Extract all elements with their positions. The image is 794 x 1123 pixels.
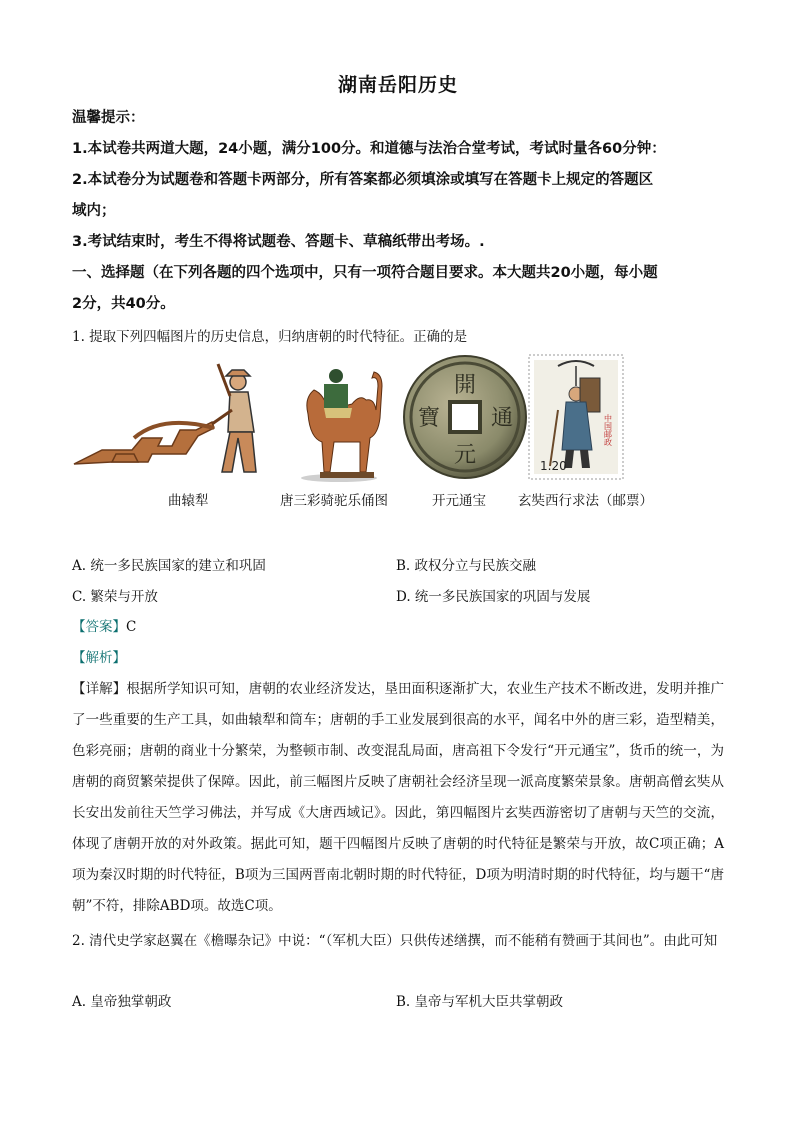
caption-kaiyuan-tongbao: 开元通宝 [432,493,486,509]
coin-char-bottom: 元 [453,443,477,468]
analysis-label: 【解析】 [72,650,126,666]
q1-answer [72,612,136,643]
q1-option-c: C. 繁荣与开放 [72,589,158,605]
answer-label: 【答案】 [72,619,126,635]
q2-option-b: B. 皇帝与军机大臣共掌朝政 [396,994,564,1010]
q1-detail-paragraph: 【详解】根据所学知识可知，唐朝的农业经济发达，垦田面积逐渐扩大，农业生产技术不断改进，发明并推广了一些重要的生产工具，如曲辕犁和筒车；唐朝的手工业发展到很高的水平，闻名中外的唐三彩，造型精美，色彩亮丽；唐朝的商业十分繁荣，为整顿市制、改变混乱局面，唐高祖下令发行“开元通宝”，货币的统一，为唐朝的商贸繁荣提供了保障。因此，前三幅图片反映了唐朝社会经济呈现一派高度繁荣景象。唐朝高僧玄奘从长安出发前往天竺学习佛法，并写成《大唐西域记》。因此，第四幅图片玄奘西游密切了唐朝与天竺的交流，体现了唐朝开放的对外政策。据此可知，题干四幅图片反映了唐朝的时代特征是繁荣与开放，故C项正确；A项为秦汉时期的时代特征，B项为三国两晋南北朝时期的时代特征，D项为明清时期的时代特征，均与题干“唐朝”不符，排除ABD项。故选C项。 [72,681,724,914]
question-1-images [72,354,724,484]
curved-plough-image [72,354,272,484]
section-heading-line1: 一、选择题（在下列各题的四个选项中，只有一项符合题目要求。本大题共20小题，每小题 [72,265,658,281]
q2-option-a: A. 皇帝独掌朝政 [72,994,172,1010]
section-heading-line2: 2分，共40分。 [72,296,175,312]
stamp-country: 中国邮政 [603,414,613,446]
page-title: 湖南岳阳历史 [337,74,458,96]
caption-tang-sancai: 唐三彩骑驼乐俑图 [280,493,388,509]
caption-curved-plough: 曲辕犁 [168,493,209,509]
q1-option-d: D. 统一多民族国家的巩固与发展 [396,589,591,605]
caption-xuanzang-stamp: 玄奘西行求法（邮票） [518,493,653,509]
tip-item-1: 1.本试卷共两道大题，24小题，满分100分。和道德与法治合堂考试，考试时量各60分钟： [72,141,666,157]
coin-char-left: 寶 [417,406,441,431]
tips-heading: 温馨提示： [72,110,145,126]
coin-char-right: 通 [490,406,514,431]
xuanzang-stamp-image [528,354,624,480]
question-2-stem: 2. 清代史学家赵翼在《檐曝杂记》中说：“（军机大臣）只供传述缮撰，而不能稍有赞画于其间也”。由此可知 [72,933,718,949]
stamp-value: 1.20 [540,459,567,473]
coin-char-top: 開 [453,373,477,398]
q1-option-b: B. 政权分立与民族交融 [396,558,537,574]
tang-sancai-camel-image [294,354,384,484]
q1-option-a: A. 统一多民族国家的建立和巩固 [72,558,266,574]
kaiyuan-tongbao-coin-image [402,354,528,480]
tip-item-2a: 2.本试卷分为试题卷和答题卡两部分，所有答案都必须填涂或填写在答题卡上规定的答题区 [72,172,654,188]
tip-item-2b: 域内； [72,203,116,219]
question-1-stem: 1. 提取下列四幅图片的历史信息，归纳唐朝的时代特征。正确的是 [72,329,468,345]
tip-item-3: 3.考试结束时，考生不得将试题卷、答题卡、草稿纸带出考场。. [72,234,485,250]
answer-value: C [126,619,137,635]
